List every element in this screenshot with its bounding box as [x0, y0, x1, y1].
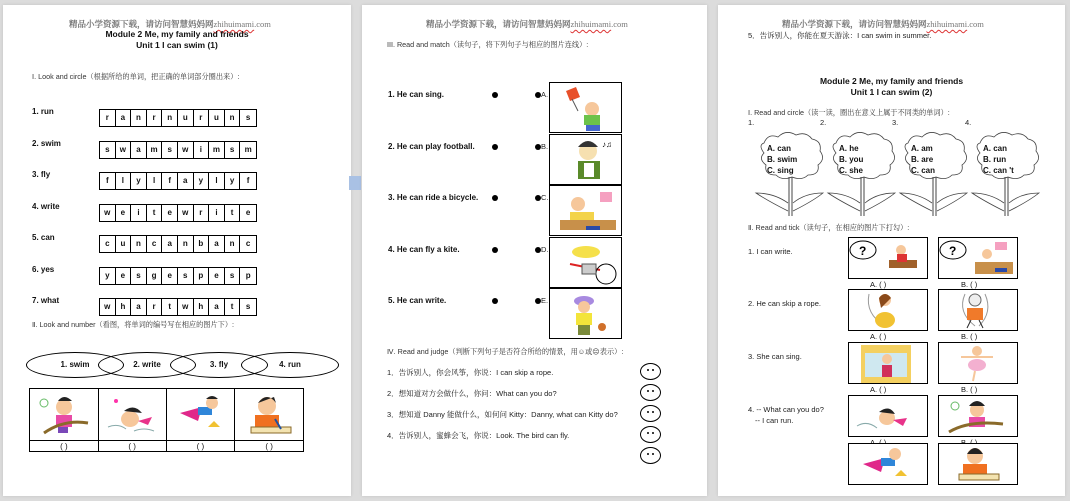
- letter-grid: [99, 204, 257, 222]
- match-picture-box: [549, 288, 622, 339]
- flower-option-word[interactable]: C. she: [839, 166, 864, 175]
- tick-picture-extra-b: [938, 443, 1018, 485]
- letter-cell[interactable]: w: [178, 142, 194, 158]
- letter-cell[interactable]: t: [225, 299, 241, 315]
- picture-cell-3: [166, 389, 235, 441]
- tick-image-b: [939, 290, 1017, 330]
- letter-cell[interactable]: a: [131, 142, 147, 158]
- tick-picture-b: [938, 342, 1018, 384]
- letter-cell[interactable]: a: [209, 299, 225, 315]
- letter-grid: [99, 172, 257, 190]
- match-letter: D.: [541, 244, 549, 254]
- tick-picture-b: [938, 237, 1018, 279]
- section-1-heading: Ⅰ. Look and circle（根据所给的单词，把正确的单词部分圈出来）:: [32, 72, 240, 81]
- boy-riding-bicycle-image: [550, 238, 621, 287]
- letter-cell[interactable]: i: [209, 205, 225, 221]
- letter-cell[interactable]: i: [131, 205, 147, 221]
- watermark-site[interactable]: zhihuimami: [926, 19, 968, 29]
- word-label: 5. can: [32, 233, 55, 242]
- flower-option-word[interactable]: B. you: [839, 155, 864, 164]
- letter-cell[interactable]: e: [209, 268, 225, 284]
- flower-option-word[interactable]: A. he: [839, 144, 859, 153]
- word-label: 7. what: [32, 296, 60, 305]
- match-sentence: 2. He can play football.: [388, 141, 475, 151]
- flower-option-word[interactable]: C. can: [911, 166, 936, 175]
- letter-cell[interactable]: h: [194, 299, 210, 315]
- girl-writing-image: [241, 393, 297, 437]
- letter-cell[interactable]: n: [225, 110, 241, 126]
- section-4-heading: Ⅳ. Read and judge（判断下列句子是否符合所给的情景，用☺或☹表示）:: [387, 347, 624, 356]
- face-answer-1-icon[interactable]: [640, 363, 661, 380]
- letter-cell[interactable]: r: [100, 110, 116, 126]
- letter-cell[interactable]: b: [194, 236, 210, 252]
- flower-option-group: [894, 131, 972, 216]
- letter-cell[interactable]: s: [100, 142, 116, 158]
- letter-cell[interactable]: w: [178, 205, 194, 221]
- answer-blank-1[interactable]: ( ): [30, 441, 99, 452]
- tick-blank-b[interactable]: B. ( ): [961, 385, 978, 394]
- answer-blank-4[interactable]: ( ): [235, 441, 304, 452]
- letter-cell[interactable]: f: [246, 176, 250, 185]
- watermark-header: [426, 18, 628, 30]
- watermark-site[interactable]: zhihuimami: [213, 19, 255, 29]
- letter-cell[interactable]: l: [116, 173, 132, 189]
- letter-cell[interactable]: w: [100, 299, 116, 315]
- match-picture-box: [549, 185, 622, 236]
- flower-number-3: 3.: [892, 118, 899, 127]
- answer-blank-3[interactable]: ( ): [166, 441, 235, 452]
- letter-cell[interactable]: u: [178, 110, 194, 126]
- girl-flying-image: [172, 393, 228, 437]
- boy-singing-image: [550, 135, 621, 184]
- section-1-heading: Ⅰ. Read and circle（读一读，圈出在意义上属于不同类的单词）:: [748, 108, 950, 117]
- tick-image-a: [849, 343, 927, 383]
- flower-option-word[interactable]: A. am: [911, 144, 933, 153]
- layout-options-icon[interactable]: [349, 176, 361, 190]
- flower-option-word[interactable]: B. are: [911, 155, 934, 164]
- letter-cell[interactable]: c: [147, 236, 163, 252]
- letter-cell[interactable]: a: [178, 173, 194, 189]
- letter-cell[interactable]: m: [209, 142, 225, 158]
- letter-cell[interactable]: r: [147, 299, 163, 315]
- watermark-text: 精品小学资源下载，请访问智慧妈妈网: [426, 20, 571, 30]
- watermark-domain: .com: [254, 19, 271, 29]
- flower-option-word[interactable]: B. run: [983, 155, 1007, 164]
- flower-option-word[interactable]: B. swim: [767, 155, 798, 164]
- watermark-domain: .com: [967, 19, 984, 29]
- girl-running-image: [36, 393, 92, 437]
- letter-cell[interactable]: i: [194, 142, 210, 158]
- word-label: 4. write: [32, 201, 60, 211]
- letter-cell[interactable]: w: [116, 142, 132, 158]
- letter-cell[interactable]: n: [225, 236, 241, 252]
- word-label: 1. run: [32, 107, 54, 116]
- face-answer-4-icon[interactable]: [640, 426, 661, 443]
- letter-cell[interactable]: y: [194, 173, 210, 189]
- letter-cell[interactable]: m: [147, 142, 163, 158]
- word-label: 2. swim: [32, 138, 61, 148]
- flower-option-word[interactable]: A. can: [767, 144, 792, 153]
- letter-cell[interactable]: s: [245, 302, 251, 311]
- module-title: Module 2 Me, my family and friends: [105, 29, 249, 39]
- letter-grid: [99, 267, 257, 285]
- letter-cell[interactable]: p: [245, 270, 251, 280]
- letter-cell[interactable]: n: [162, 110, 178, 126]
- tick-blank-b[interactable]: B. ( ): [961, 280, 978, 289]
- face-answer-3-icon[interactable]: [640, 405, 661, 422]
- document-page-3: [718, 5, 1065, 496]
- watermark-text: 精品小学资源下载，请访问智慧妈妈网: [69, 20, 214, 30]
- letter-cell[interactable]: r: [194, 205, 210, 221]
- word-ellipse-3: 3. fly: [170, 352, 268, 378]
- picture-cell-4: [235, 389, 304, 441]
- letter-grid: [99, 298, 257, 316]
- flower-number-1: 1.: [748, 118, 755, 127]
- match-letter: B.: [541, 141, 549, 151]
- letter-cell[interactable]: y: [225, 173, 241, 189]
- flower-number-2: 2.: [820, 118, 827, 127]
- letter-cell[interactable]: f: [100, 173, 116, 189]
- watermark-text: 精品小学资源下载，请访问智慧妈妈网: [782, 20, 927, 30]
- tick-blank-a[interactable]: A. ( ): [870, 385, 887, 394]
- flower-option-word[interactable]: C. can 't: [983, 166, 1014, 175]
- match-sentence: 5. He can write.: [388, 296, 447, 305]
- section-2-heading: Ⅱ. Read and tick（读句子，在相应的图片下打勾）:: [748, 223, 910, 232]
- boy-writing-image: [550, 186, 621, 235]
- tick-picture-a: [848, 237, 928, 279]
- tick-image-b: [939, 343, 1017, 383]
- face-answer-2-icon[interactable]: [640, 384, 661, 401]
- letter-cell[interactable]: l: [147, 173, 163, 189]
- document-page-1: [3, 5, 351, 496]
- document-page-2: [362, 5, 707, 496]
- tick-sentence: 2. He can skip a rope.: [748, 299, 821, 308]
- match-dot-left[interactable]: [492, 92, 498, 98]
- word-label: 6. yes: [32, 264, 55, 274]
- match-dot-left[interactable]: [492, 195, 498, 201]
- look-and-number-table: [29, 388, 304, 452]
- letter-grid: [99, 141, 257, 159]
- letter-cell[interactable]: c: [245, 239, 251, 248]
- tick-picture-b: [938, 395, 1018, 437]
- watermark-site[interactable]: zhihuimami: [570, 19, 612, 29]
- letter-grid: [99, 109, 257, 127]
- letter-grid: [99, 235, 257, 253]
- tick-sentence: 4. -- What can you do?: [748, 405, 824, 414]
- letter-cell[interactable]: s: [131, 268, 147, 284]
- section-2-heading: Ⅱ. Look and number（看图，将单词的编号写在相应的图片下）:: [32, 320, 235, 329]
- word-ellipse-2: 2. write: [98, 352, 196, 378]
- tick-blank-b[interactable]: B. ( ): [961, 332, 978, 341]
- match-letter: A.: [541, 90, 549, 99]
- letter-cell[interactable]: a: [162, 236, 178, 252]
- watermark-domain: .com: [611, 19, 628, 29]
- letter-cell[interactable]: e: [116, 268, 132, 284]
- judge-item-5: 5．告诉别人，你能在夏天游泳：I can swim in summer.: [748, 31, 932, 40]
- tick-picture-a: [848, 342, 928, 384]
- tick-image-a: [849, 238, 927, 278]
- tick-sentence-line-2: -- I can run.: [755, 416, 794, 425]
- letter-cell[interactable]: l: [209, 173, 225, 189]
- match-dot-left[interactable]: [492, 247, 498, 253]
- match-letter: C.: [541, 193, 549, 202]
- tick-picture-a: [848, 289, 928, 331]
- letter-cell[interactable]: a: [131, 299, 147, 315]
- match-dot-left[interactable]: [492, 298, 498, 304]
- match-sentence: 4. He can fly a kite.: [388, 244, 460, 254]
- boy-playing-football-image: [550, 289, 621, 338]
- unit-title: Unit 1 I can swim (2): [850, 87, 933, 97]
- girl-swimming-image: [104, 393, 160, 437]
- letter-cell[interactable]: y: [131, 173, 147, 189]
- letter-cell[interactable]: h: [116, 299, 132, 315]
- flower-option-group: [822, 131, 900, 216]
- word-ellipse-4: 4. run: [241, 352, 339, 378]
- word-ellipse-1: 1. swim: [26, 352, 124, 378]
- judge-item-3: 3．想知道 Danny 能做什么，如何问 Kitty：Danny, what can Kitty do?: [387, 410, 618, 419]
- word-label: 3. fly: [32, 170, 51, 179]
- tick-image-a: [849, 396, 927, 436]
- letter-cell[interactable]: m: [244, 144, 252, 154]
- letter-cell[interactable]: u: [209, 110, 225, 126]
- judge-item-4: 4．告诉别人，蜜蜂会飞，你说：Look. The bird can fly.: [387, 431, 570, 440]
- judge-item-1: 1．告诉别人，你会风筝，你说：I can skip a rope.: [387, 368, 554, 377]
- watermark-header: [782, 18, 984, 30]
- letter-cell[interactable]: u: [116, 236, 132, 252]
- letter-cell[interactable]: s: [225, 268, 241, 284]
- svg-text:♪♫: ♪♫: [602, 139, 612, 149]
- picture-cell-2: [98, 389, 166, 441]
- girl-flying-image: [849, 444, 927, 484]
- letter-cell[interactable]: f: [162, 173, 178, 189]
- letter-cell[interactable]: r: [147, 110, 163, 126]
- letter-cell[interactable]: s: [225, 142, 241, 158]
- letter-cell[interactable]: a: [209, 236, 225, 252]
- letter-cell[interactable]: e: [162, 268, 178, 284]
- letter-cell[interactable]: t: [147, 205, 163, 221]
- letter-cell[interactable]: t: [162, 299, 178, 315]
- boy-flying-kite-image: [550, 83, 621, 132]
- letter-cell[interactable]: n: [131, 110, 147, 126]
- picture-cell-1: [30, 389, 99, 441]
- flower-option-group: [966, 131, 1044, 216]
- letter-cell[interactable]: e: [162, 205, 178, 221]
- unit-title: Unit 1 I can swim (1): [136, 40, 218, 50]
- tick-image-b: [939, 238, 1017, 278]
- match-dot-left[interactable]: [492, 144, 498, 150]
- tick-blank-a[interactable]: A. ( ): [870, 280, 887, 289]
- match-picture-box: [549, 134, 622, 185]
- letter-cell[interactable]: p: [194, 268, 210, 284]
- letter-cell[interactable]: s: [162, 142, 178, 158]
- judge-item-2: 2．想知道对方会做什么，你问：What can you do?: [387, 389, 557, 398]
- tick-image-b: [939, 396, 1017, 436]
- match-picture-box: [549, 82, 622, 133]
- letter-cell[interactable]: s: [245, 113, 251, 122]
- tick-sentence: 1. I can write.: [748, 247, 793, 256]
- tick-picture-extra-a: [848, 443, 928, 485]
- letter-cell[interactable]: w: [100, 205, 116, 221]
- match-picture-box: [549, 237, 622, 288]
- tick-blank-a[interactable]: A. ( ): [870, 332, 887, 341]
- tick-image-a: [849, 290, 927, 330]
- match-letter: E.: [541, 296, 549, 305]
- match-sentence: 1. He can sing.: [388, 90, 445, 99]
- flower-option-word[interactable]: A. can: [983, 144, 1008, 153]
- section-3-heading: III. Read and match（读句子，将下列句子与相应的图片连线）:: [387, 40, 589, 49]
- tick-sentence: 3. She can sing.: [748, 352, 802, 361]
- tick-picture-b: [938, 289, 1018, 331]
- svg-text:?: ?: [949, 244, 957, 258]
- letter-cell[interactable]: r: [194, 110, 210, 126]
- girl-writing-image: [939, 444, 1017, 484]
- letter-cell[interactable]: c: [100, 236, 116, 252]
- letter-cell[interactable]: g: [147, 268, 163, 284]
- face-answer-5-icon[interactable]: [640, 447, 661, 464]
- letter-cell[interactable]: s: [178, 268, 194, 284]
- letter-cell[interactable]: n: [178, 236, 194, 252]
- letter-cell[interactable]: e: [116, 205, 132, 221]
- tick-picture-a: [848, 395, 928, 437]
- letter-cell[interactable]: t: [225, 205, 241, 221]
- answer-blank-2[interactable]: ( ): [98, 441, 166, 452]
- flower-option-word[interactable]: C. sing: [767, 166, 794, 175]
- letter-cell[interactable]: y: [100, 268, 116, 284]
- letter-cell[interactable]: n: [131, 236, 147, 252]
- letter-cell[interactable]: w: [178, 299, 194, 315]
- match-sentence: 3. He can ride a bicycle.: [388, 193, 479, 202]
- flower-option-group: [750, 131, 828, 216]
- flower-number-4: 4.: [965, 118, 972, 127]
- svg-text:?: ?: [859, 244, 867, 258]
- letter-cell[interactable]: a: [116, 110, 132, 126]
- letter-cell[interactable]: e: [245, 207, 251, 217]
- module-title: Module 2 Me, my family and friends: [819, 76, 964, 86]
